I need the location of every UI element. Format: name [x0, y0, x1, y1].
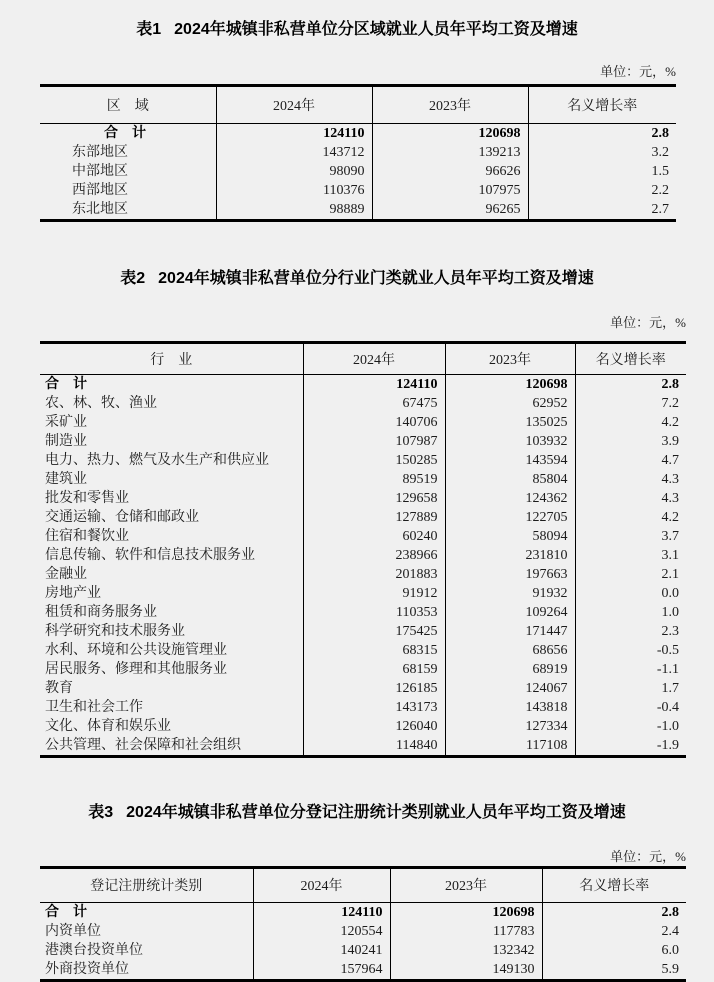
cell-2023: 58094 — [445, 527, 575, 546]
cell-label: 制造业 — [45, 433, 87, 449]
table-row — [40, 451, 686, 470]
table-row — [40, 143, 676, 162]
cell-2023: 143594 — [445, 451, 575, 470]
cell-growth: -0.5 — [575, 641, 686, 660]
cell-2024: 110376 — [216, 181, 372, 200]
cell-2023: 96626 — [372, 162, 528, 181]
table-row — [40, 960, 686, 981]
cell-2024: 129658 — [303, 489, 445, 508]
cell-label: 交通运输、仓储和邮政业 — [45, 509, 199, 525]
cell-growth: 4.3 — [575, 489, 686, 508]
cell-growth: 2.8 — [575, 374, 686, 394]
cell-2024: 91912 — [303, 584, 445, 603]
table-row — [40, 162, 676, 181]
cell-2024: 126040 — [303, 717, 445, 736]
cell-label: 水利、环境和公共设施管理业 — [45, 642, 227, 658]
table1-section — [0, 19, 714, 222]
table1-title-text: 2024年城镇非私营单位分区域就业人员年平均工资及增速 — [174, 21, 578, 39]
cell-growth: 4.7 — [575, 451, 686, 470]
table3-header-row — [40, 867, 686, 902]
cell-2023: 149130 — [390, 960, 542, 981]
cell-2024: 157964 — [253, 960, 390, 981]
cell-2024: 124110 — [303, 374, 445, 394]
table2-header-growth: 名义增长率 — [575, 342, 686, 374]
table3-header-2024: 2024年 — [253, 867, 390, 902]
cell-growth: 5.9 — [542, 960, 686, 981]
table3-section — [0, 758, 714, 982]
cell-label: 中部地区 — [72, 164, 128, 180]
table-row — [40, 603, 686, 622]
cell-2024: 150285 — [303, 451, 445, 470]
table3-header-growth: 名义增长率 — [542, 867, 686, 902]
cell-2023: 103932 — [445, 432, 575, 451]
table1 — [40, 84, 676, 222]
table1-header-2023: 2023年 — [372, 86, 528, 124]
table3-title-number: 表3 — [88, 803, 114, 821]
cell-growth: 2.1 — [575, 565, 686, 584]
cell-growth: 2.8 — [528, 124, 676, 144]
table1-body — [40, 124, 676, 221]
cell-2023: 132342 — [390, 941, 542, 960]
table2-title-number: 表2 — [120, 269, 146, 287]
cell-2024: 201883 — [303, 565, 445, 584]
cell-2023: 135025 — [445, 413, 575, 432]
table-row — [40, 200, 676, 221]
table1-title — [0, 19, 714, 41]
table-row — [40, 622, 686, 641]
cell-label: 东部地区 — [72, 145, 128, 161]
cell-growth: 7.2 — [575, 394, 686, 413]
table-row — [40, 717, 686, 736]
table3-header-regtype: 登记注册统计类别 — [40, 867, 253, 902]
table1-title-number: 表1 — [136, 21, 162, 39]
cell-2024: 175425 — [303, 622, 445, 641]
cell-2024: 68315 — [303, 641, 445, 660]
table3-body — [40, 902, 686, 980]
cell-growth: 3.9 — [575, 432, 686, 451]
cell-growth: -1.9 — [575, 736, 686, 757]
table1-header-row — [40, 86, 676, 124]
cell-growth: 4.3 — [575, 470, 686, 489]
cell-growth: 6.0 — [542, 941, 686, 960]
cell-growth: 2.2 — [528, 181, 676, 200]
table-row — [40, 641, 686, 660]
cell-2023: 117108 — [445, 736, 575, 757]
cell-label: 东北地区 — [72, 202, 128, 218]
cell-growth: 1.5 — [528, 162, 676, 181]
cell-2024: 126185 — [303, 679, 445, 698]
table3-unit-label: 单位：元，% — [610, 848, 686, 864]
table-row — [40, 394, 686, 413]
cell-growth: -1.1 — [575, 660, 686, 679]
cell-label: 合 计 — [104, 126, 146, 142]
table1-header-growth: 名义增长率 — [528, 86, 676, 124]
table2-header-2024: 2024年 — [303, 342, 445, 374]
table2-unit-label: 单位：元，% — [610, 314, 686, 330]
table-row-total — [40, 374, 686, 394]
cell-2023: 197663 — [445, 565, 575, 584]
cell-2023: 68656 — [445, 641, 575, 660]
cell-label: 金融业 — [45, 566, 87, 582]
table2-header-row — [40, 342, 686, 374]
table-row — [40, 470, 686, 489]
table1-header-2024: 2024年 — [216, 86, 372, 124]
cell-2024: 143712 — [216, 143, 372, 162]
cell-growth: 2.8 — [542, 902, 686, 922]
cell-2024: 98090 — [216, 162, 372, 181]
cell-2024: 238966 — [303, 546, 445, 565]
table1-header-region: 区 域 — [40, 86, 216, 124]
cell-label: 居民服务、修理和其他服务业 — [45, 661, 227, 677]
cell-label: 信息传输、软件和信息技术服务业 — [45, 547, 255, 563]
cell-label: 合 计 — [45, 376, 87, 392]
cell-2023: 231810 — [445, 546, 575, 565]
table-row-total — [40, 124, 676, 144]
cell-label: 采矿业 — [45, 414, 87, 430]
table2-title-text: 2024年城镇非私营单位分行业门类就业人员年平均工资及增速 — [158, 269, 594, 287]
cell-2023: 124067 — [445, 679, 575, 698]
table2-header-2023: 2023年 — [445, 342, 575, 374]
cell-2024: 120554 — [253, 922, 390, 941]
table2-title — [0, 268, 714, 290]
cell-label: 教育 — [45, 680, 73, 696]
table-row — [40, 489, 686, 508]
cell-growth: 4.2 — [575, 508, 686, 527]
table3-title-text: 2024年城镇非私营单位分登记注册统计类别就业人员年平均工资及增速 — [126, 803, 626, 821]
table-row — [40, 941, 686, 960]
table-row — [40, 527, 686, 546]
cell-2024: 143173 — [303, 698, 445, 717]
cell-growth: 2.7 — [528, 200, 676, 221]
table3-header-2023: 2023年 — [390, 867, 542, 902]
table-row — [40, 698, 686, 717]
cell-2023: 117783 — [390, 922, 542, 941]
cell-growth: 3.2 — [528, 143, 676, 162]
cell-2023: 120698 — [372, 124, 528, 144]
cell-2023: 62952 — [445, 394, 575, 413]
table-row — [40, 679, 686, 698]
cell-2023: 85804 — [445, 470, 575, 489]
cell-label: 农、林、牧、渔业 — [45, 395, 157, 411]
table-row — [40, 432, 686, 451]
cell-2023: 127334 — [445, 717, 575, 736]
cell-2024: 107987 — [303, 432, 445, 451]
cell-growth: -0.4 — [575, 698, 686, 717]
table2-header-industry: 行 业 — [40, 342, 303, 374]
table-row — [40, 565, 686, 584]
cell-2023: 107975 — [372, 181, 528, 200]
table-row — [40, 546, 686, 565]
cell-2023: 91932 — [445, 584, 575, 603]
table-row-total — [40, 902, 686, 922]
cell-2023: 122705 — [445, 508, 575, 527]
cell-growth: 1.7 — [575, 679, 686, 698]
cell-label: 科学研究和技术服务业 — [45, 623, 185, 639]
cell-2023: 109264 — [445, 603, 575, 622]
table2-body — [40, 374, 686, 756]
table-row — [40, 584, 686, 603]
table3-title — [0, 802, 714, 824]
cell-2024: 140706 — [303, 413, 445, 432]
table-row — [40, 508, 686, 527]
cell-2023: 143818 — [445, 698, 575, 717]
table1-unit-label: 单位：元，% — [600, 64, 676, 80]
table-row — [40, 181, 676, 200]
cell-2024: 60240 — [303, 527, 445, 546]
cell-growth: 3.7 — [575, 527, 686, 546]
cell-growth: 2.3 — [575, 622, 686, 641]
cell-growth: 0.0 — [575, 584, 686, 603]
table2 — [40, 341, 686, 758]
cell-2024: 124110 — [216, 124, 372, 144]
cell-label: 房地产业 — [45, 585, 101, 601]
cell-2023: 171447 — [445, 622, 575, 641]
cell-2023: 96265 — [372, 200, 528, 221]
cell-label: 西部地区 — [72, 183, 128, 199]
cell-2023: 68919 — [445, 660, 575, 679]
cell-2023: 120698 — [445, 374, 575, 394]
cell-label: 批发和零售业 — [45, 490, 129, 506]
cell-label: 公共管理、社会保障和社会组织 — [45, 737, 241, 753]
table-row — [40, 660, 686, 679]
cell-growth: 3.1 — [575, 546, 686, 565]
cell-2023: 139213 — [372, 143, 528, 162]
cell-label: 卫生和社会工作 — [45, 699, 143, 715]
cell-2024: 127889 — [303, 508, 445, 527]
cell-label: 文化、体育和娱乐业 — [45, 718, 171, 734]
cell-growth: -1.0 — [575, 717, 686, 736]
cell-label: 住宿和餐饮业 — [45, 528, 129, 544]
cell-2024: 98889 — [216, 200, 372, 221]
cell-2023: 120698 — [390, 902, 542, 922]
cell-label: 建筑业 — [45, 471, 87, 487]
cell-2024: 114840 — [303, 736, 445, 757]
cell-growth: 1.0 — [575, 603, 686, 622]
table3 — [40, 866, 686, 982]
cell-label: 合 计 — [45, 904, 87, 920]
cell-label: 电力、热力、燃气及水生产和供应业 — [45, 452, 269, 468]
cell-2024: 140241 — [253, 941, 390, 960]
cell-growth: 2.4 — [542, 922, 686, 941]
cell-growth: 4.2 — [575, 413, 686, 432]
cell-2024: 67475 — [303, 394, 445, 413]
table-row — [40, 922, 686, 941]
cell-2024: 124110 — [253, 902, 390, 922]
table-row — [40, 736, 686, 757]
cell-2024: 68159 — [303, 660, 445, 679]
table2-section — [0, 222, 714, 757]
cell-2024: 110353 — [303, 603, 445, 622]
cell-2023: 124362 — [445, 489, 575, 508]
cell-2024: 89519 — [303, 470, 445, 489]
cell-label: 外商投资单位 — [45, 961, 129, 977]
table-row — [40, 413, 686, 432]
cell-label: 租赁和商务服务业 — [45, 604, 157, 620]
cell-label: 内资单位 — [45, 923, 101, 939]
cell-label: 港澳台投资单位 — [45, 942, 143, 958]
